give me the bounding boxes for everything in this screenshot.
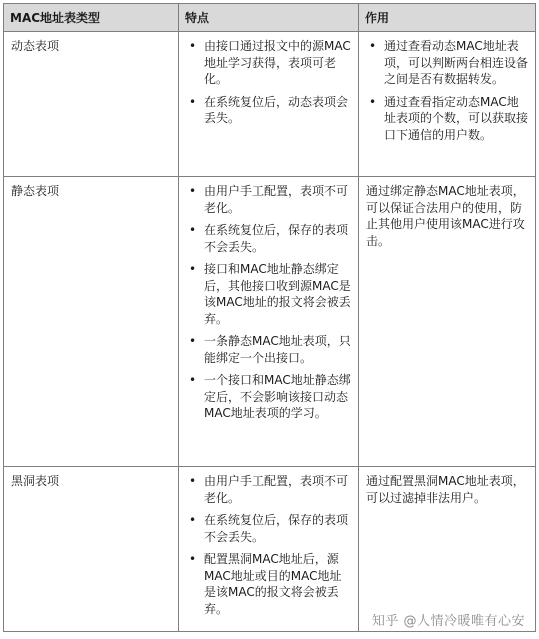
row-type-cell: 静态表项 — [4, 177, 179, 467]
list-item: • 由用户手工配置，表项不可老化。 — [204, 473, 351, 506]
list-item: • 由用户手工配置，表项不可老化。 — [204, 183, 351, 216]
row-type-cell: 黑洞表项 — [4, 467, 179, 632]
table-row-static — [4, 177, 536, 467]
features-list — [186, 183, 351, 422]
row-features-cell — [179, 32, 359, 177]
list-item: • 通过查看指定动态MAC地址表项的个数，可以获取接口下通信的用户数。 — [384, 94, 528, 144]
row-uses-cell: 通过绑定静态MAC地址表项，可以保证合法用户的使用，防止其他用户使用该MAC进行攻击。 — [359, 177, 536, 467]
table-row-blackhole — [4, 467, 536, 632]
list-item: • 在系统复位后，动态表项会丢失。 — [204, 94, 351, 127]
table-row-dynamic — [4, 32, 536, 177]
row-type-cell: 动态表项 — [4, 32, 179, 177]
mac-address-table — [3, 3, 536, 632]
row-features-cell — [179, 467, 359, 632]
header-features: 特点 — [179, 4, 359, 32]
uses-list — [366, 38, 528, 143]
list-item: • 一个接口和MAC地址静态绑定后，不会影响该接口动态MAC地址表项的学习。 — [204, 372, 351, 422]
features-list — [186, 473, 351, 617]
list-item: • 在系统复位后，保存的表项不会丢失。 — [204, 222, 351, 255]
header-type: MAC地址表类型 — [4, 4, 179, 32]
row-uses-cell: 通过配置黑洞MAC地址表项，可以过滤掉非法用户。 — [359, 467, 536, 632]
list-item: • 一条静态MAC地址表项，只能绑定一个出接口。 — [204, 333, 351, 366]
watermark: 知乎 @人情冷暖唯有心安 — [371, 614, 525, 629]
features-list — [186, 38, 351, 127]
header-uses: 作用 — [359, 4, 536, 32]
list-item: • 配置黑洞MAC地址后，源MAC地址或目的MAC地址是该MAC的报文将会被丢弃。 — [204, 551, 351, 617]
list-item: • 由接口通过报文中的源MAC地址学习获得，表项可老化。 — [204, 38, 351, 88]
list-item: • 在系统复位后，保存的表项不会丢失。 — [204, 512, 351, 545]
list-item: • 通过查看动态MAC地址表项，可以判断两台相连设备之间是否有数据转发。 — [384, 38, 528, 88]
list-item: • 接口和MAC地址静态绑定后，其他接口收到源MAC是该MAC地址的报文将会被丢弃。 — [204, 261, 351, 327]
row-uses-cell — [359, 32, 536, 177]
table-header-row — [4, 4, 536, 32]
row-features-cell — [179, 177, 359, 467]
